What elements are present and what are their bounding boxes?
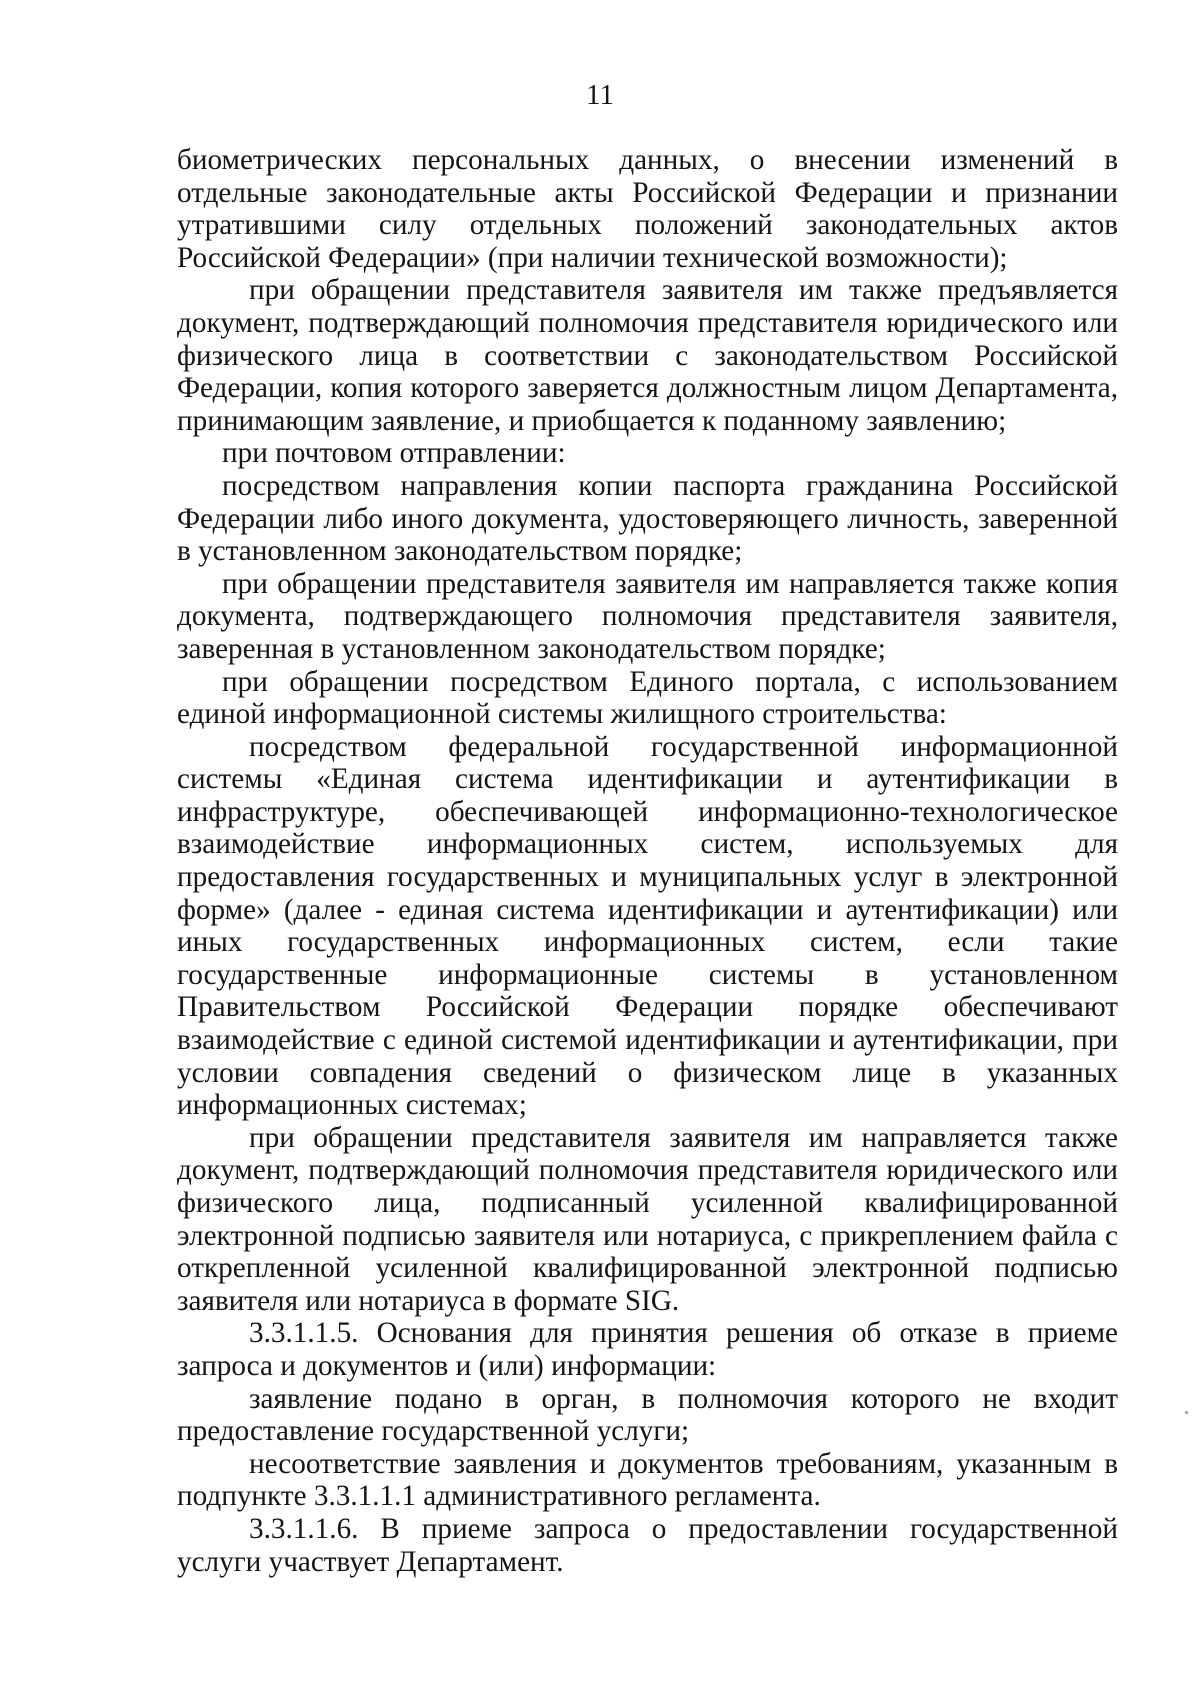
paragraph-postal-heading: при почтовом отправлении: — [222, 437, 566, 470]
page-number: 11 — [586, 79, 614, 111]
paragraph-section-3-3-1-1-5: 3.3.1.1.5. Основания для принятия решения об отказе в приеме запроса и документов и (или) информации: — [177, 1317, 1118, 1382]
paragraph-continuation: биометрических персональных данных, о внесении изменений в отдельные законодательные акты Российской Федерации и признании утратившими силу отдельных положений законодательных актов Российской Федерации» (при наличии технической возможности); — [177, 144, 1118, 274]
paragraph-section-3-3-1-1-6: 3.3.1.1.6. В приеме запроса о предоставлении государственной услуги участвует Департамент. — [177, 1512, 1118, 1578]
paragraph-refusal-wrong-organ: заявление подано в орган, в полномочия которого не входит предоставление государственной услуги; — [177, 1382, 1118, 1448]
paragraph-portal-representative: при обращении представителя заявителя им направляется также документ, подтверждающий полномочия представителя юридического или физического лица, подписанный усиленной квалифицированной электронной подписью заявителя или нотариуса, с прикреплением файла с открепленной усиленной квалифицированной электронной подписью заявителя или нотариуса в формате SIG. — [177, 1121, 1118, 1317]
paragraph-esia: посредством федеральной государственной информационной системы «Единая система идентификации и аутентификации в инфраструктуре, обеспечивающей информационно-технологическое взаимодействие информационных систем, используемых для предоставления государственных и муниципальных услуг в электронной форме» (далее - единая система идентификации и аутентификации) или иных государственных информационных систем, если такие государственные информационные системы в установленном Правительством Российской Федерации порядке обеспечивают взаимодействие с единой системой идентификации и аутентификации, при условии совпадения сведений о физическом лице в указанных информационных системах; — [177, 730, 1118, 1122]
scan-speck — [1185, 1411, 1188, 1414]
paragraph-refusal-nonconformity: несоответствие заявления и документов требованиям, указанным в подпункте 3.3.1.1.1 административного регламента. — [177, 1447, 1118, 1513]
paragraph-postal-representative: при обращении представителя заявителя им направляется также копия документа, подтверждающего полномочия представителя заявителя, заверенная в установленном законодательством порядке; — [177, 567, 1118, 665]
document-body — [177, 144, 1118, 1578]
paragraph-postal-passport: посредством направления копии паспорта гражданина Российской Федерации либо иного документа, удостоверяющего личность, заверенной в установленном законодательством порядке; — [177, 469, 1118, 568]
paragraph-representative-in-person: при обращении представителя заявителя им также предъявляется документ, подтверждающий полномочия представителя юридического или физического лица в соответствии с законодательством Российской Федерации, копия которого заверяется должностным лицом Департамента, принимающим заявление, и приобщается к поданному заявлению; — [177, 274, 1118, 437]
paragraph-portal-heading: при обращении посредством Единого портала, с использованием единой информационной системы жилищного строительства: — [177, 665, 1118, 731]
